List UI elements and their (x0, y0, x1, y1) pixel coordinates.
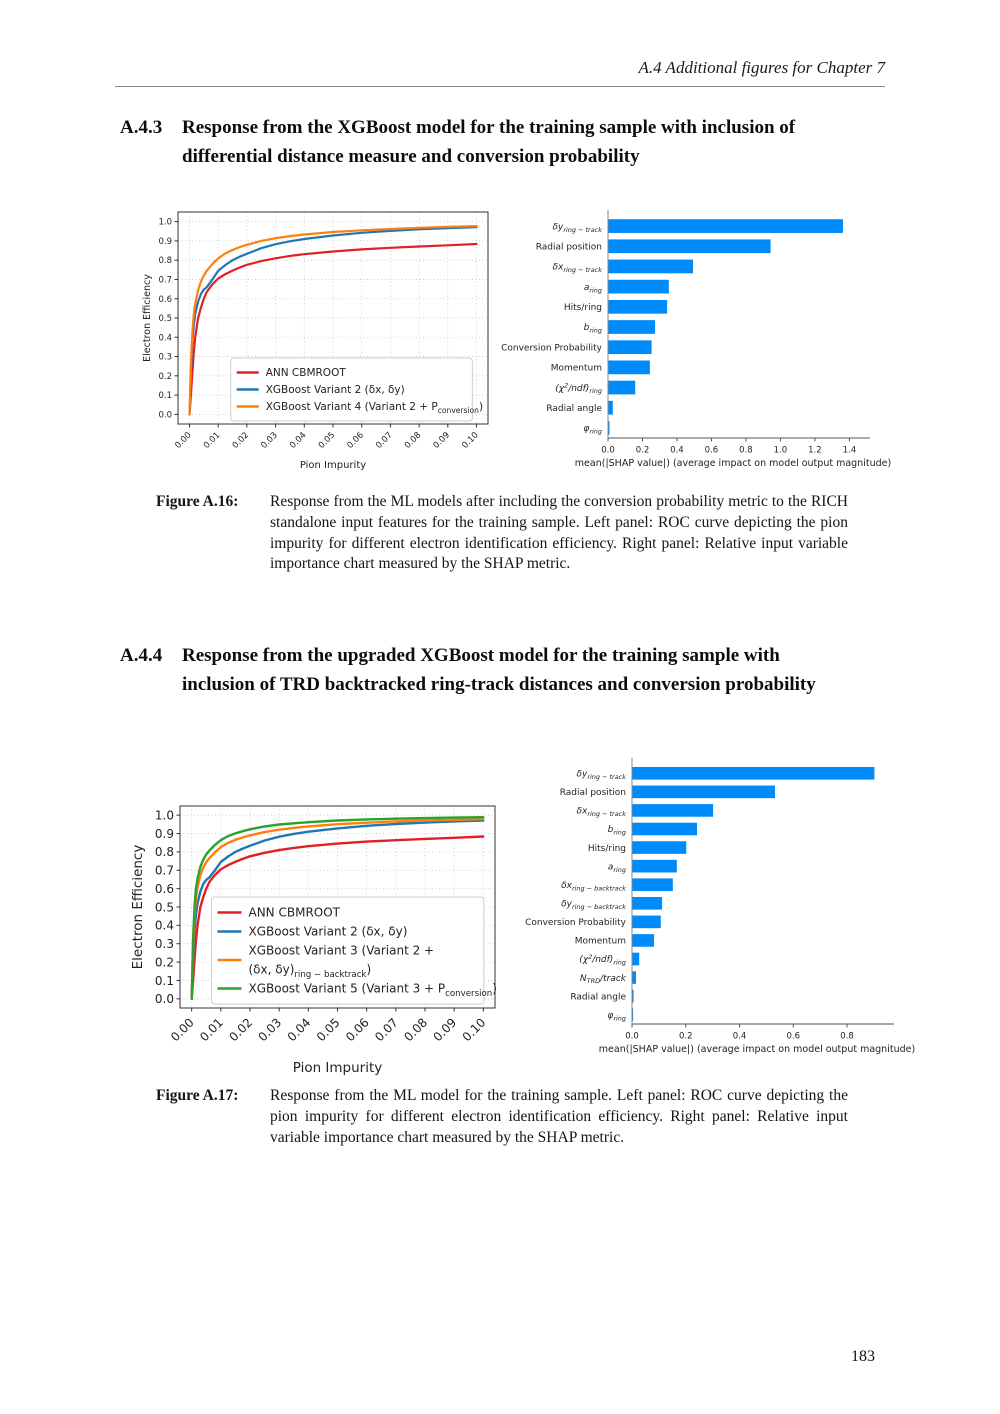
bar (609, 219, 843, 233)
caption-label: Figure A.17: (156, 1087, 239, 1104)
svg-text:Conversion Probability: Conversion Probability (501, 343, 602, 354)
bar (609, 401, 613, 415)
svg-text:0.08: 0.08 (401, 1015, 431, 1045)
bar (609, 421, 610, 435)
svg-text:0.0: 0.0 (154, 992, 174, 1007)
roc-chart-a16 (138, 196, 503, 488)
svg-text:0.1: 0.1 (154, 973, 174, 988)
svg-text:0.4: 0.4 (732, 1031, 747, 1042)
bar (633, 841, 687, 854)
section-heading-a44 (120, 642, 842, 699)
svg-text:aring: $a_{ring}$ (607, 862, 626, 874)
svg-text:δxring − track: $\delta x_{ring - track}$ (552, 262, 602, 275)
svg-text:δxring − backtrack: $\delta x_{ring - backtrack}$ (561, 880, 626, 893)
svg-text:0.9: 0.9 (158, 236, 172, 247)
svg-text:0.06: 0.06 (342, 1015, 372, 1045)
caption-text: Response from the ML model for the training sample. Left panel: ROC curve depicting the pion impurity for different electron identification efficiency. Right panel: Relative input variable importance chart measured by the SHAP metric. (270, 1087, 848, 1146)
bar (609, 340, 652, 354)
svg-text:mean(|SHAP value|) (average im: mean(|SHAP value|) (average impact on model output magnitude) (598, 1044, 916, 1055)
svg-text:bring: $b_{ring}$ (583, 323, 602, 335)
svg-text:Radial angle: Radial angle (570, 992, 626, 1003)
svg-text:Pion Impurity: Pion Impurity (299, 460, 367, 471)
svg-text:XGBoost Variant 3 (Variant 2 +: XGBoost Variant 3 (Variant 2 + (248, 943, 435, 958)
svg-text:0.00: 0.00 (167, 1015, 197, 1045)
bar (633, 804, 714, 817)
svg-text:0.07: 0.07 (374, 430, 395, 451)
svg-text:mean(|SHAP value|) (average im: mean(|SHAP value|) (average impact on model output magnitude) (574, 458, 892, 469)
svg-text:XGBoost Variant 2 (δx, δy): XGBoost Variant 2 (δx, δy) (248, 924, 408, 939)
section-title: Response from the XGBoost model for the training sample with inclusion of differential distance measure and conversion probability (182, 117, 796, 167)
svg-text:Radial angle: Radial angle (546, 403, 602, 414)
caption-label: Figure A.16: (156, 493, 239, 510)
bar (609, 260, 693, 274)
svg-text:0.5: 0.5 (158, 314, 172, 325)
bar (609, 320, 656, 334)
svg-text:Radial position: Radial position (535, 242, 602, 253)
svg-text:0.06: 0.06 (345, 430, 366, 451)
svg-text:0.3: 0.3 (154, 937, 174, 952)
svg-text:φring: $\varphi_{ring}$ (607, 1010, 626, 1023)
svg-text:Conversion Probability: Conversion Probability (525, 918, 626, 929)
bars (633, 767, 875, 1021)
svg-text:bring: $b_{ring}$ (607, 825, 626, 837)
svg-text:0.2: 0.2 (635, 445, 650, 456)
svg-text:aring: $a_{ring}$ (583, 282, 602, 295)
svg-text:δyring − backtrack: $\delta y_{ring - backtrack}$ (561, 899, 626, 911)
section-number: A.4.4 (120, 645, 163, 666)
svg-text:1.0: 1.0 (158, 217, 172, 228)
svg-text:0.03: 0.03 (259, 430, 280, 451)
svg-text:0.9: 0.9 (154, 826, 174, 841)
svg-text:0.5: 0.5 (154, 900, 174, 915)
svg-text:NTRD/track: $N_{TRD}$/track (579, 973, 626, 986)
svg-text:0.2: 0.2 (678, 1031, 693, 1042)
svg-text:0.04: 0.04 (288, 430, 309, 451)
bar (609, 239, 771, 253)
svg-text:0.1: 0.1 (158, 391, 172, 402)
roc-chart-a17 (128, 788, 513, 1090)
svg-text:0.09: 0.09 (430, 1015, 460, 1045)
svg-text:ANN CBMROOT: ANN CBMROOT (248, 905, 340, 920)
svg-text:0.8: 0.8 (158, 256, 172, 267)
bar (609, 300, 668, 314)
section-number: A.4.3 (120, 117, 163, 138)
svg-text:0.0: 0.0 (158, 410, 172, 421)
svg-text:0.03: 0.03 (255, 1015, 285, 1045)
bar (633, 786, 775, 799)
caption-text: Response from the ML models after including the conversion probability metric to the RICH standalone input features for the training sample. Left panel: ROC curve depicting the pion impurity for different electron identification efficiency. Right panel: Relative input variable importance chart measured by the SHAP metric. (270, 493, 848, 573)
bar (633, 916, 661, 929)
svg-text:0.08: 0.08 (402, 430, 424, 451)
bar (633, 878, 673, 891)
svg-text:0.2: 0.2 (154, 955, 174, 970)
svg-text:(χ2/ndf)ring: $(\chi^2/ndf)_{ring}$ (555, 381, 602, 396)
svg-text:0.7: 0.7 (154, 863, 174, 878)
svg-text:Hits/ring: Hits/ring (587, 843, 626, 854)
svg-text:Electron Efficiency: Electron Efficiency (130, 844, 146, 970)
svg-text:0.4: 0.4 (670, 445, 684, 456)
svg-text:0.8: 0.8 (840, 1031, 854, 1042)
bar (633, 823, 698, 836)
bar (633, 897, 663, 910)
bar (633, 953, 640, 966)
svg-text:1.0: 1.0 (154, 808, 174, 823)
svg-text:(δx, δy)ring − backtrack): (δx, $\delta y)_{ring - backtrack}$) (248, 962, 372, 980)
svg-text:0.0: 0.0 (601, 445, 615, 456)
svg-text:δyring − track: $\delta y_{ring - track}$ (552, 222, 602, 234)
svg-text:δxring − track: $\delta x_{ring - track}$ (576, 806, 626, 819)
svg-text:0.6: 0.6 (786, 1031, 801, 1042)
svg-text:0.6: 0.6 (154, 881, 174, 896)
svg-text:XGBoost Variant 5 (Variant 3 +: XGBoost Variant 5 (Variant $3 + P_{conversion}$) (248, 981, 497, 999)
svg-text:Electron Efficiency: Electron Efficiency (142, 274, 153, 362)
shap-chart-a17 (525, 750, 916, 1072)
svg-text:Momentum: Momentum (574, 936, 626, 947)
bar (633, 990, 634, 1003)
svg-text:0.05: 0.05 (313, 1015, 343, 1045)
page-number: 183 (851, 1348, 875, 1365)
legend (212, 897, 497, 1004)
svg-text:1.0: 1.0 (773, 445, 788, 456)
svg-text:0.07: 0.07 (372, 1015, 401, 1045)
running-header: A.4 Additional figures for Chapter 7 (638, 58, 885, 77)
svg-text:0.0: 0.0 (625, 1031, 639, 1042)
svg-text:0.02: 0.02 (226, 1015, 256, 1045)
shap-chart-a16 (501, 198, 900, 483)
svg-text:Pion Impurity: Pion Impurity (292, 1060, 383, 1076)
svg-text:0.4: 0.4 (158, 333, 172, 344)
svg-text:1.4: 1.4 (842, 445, 857, 456)
svg-text:ANN CBMROOT: ANN CBMROOT (265, 367, 346, 380)
bars (609, 219, 843, 435)
svg-text:0.6: 0.6 (704, 445, 719, 456)
legend (231, 358, 483, 421)
svg-text:0.04: 0.04 (284, 1015, 314, 1045)
section-title: Response from the upgraded XGBoost model for the training sample with inclusion of TRD backtracked ring-track distances and conversion probability (182, 645, 816, 695)
bar (633, 860, 677, 873)
svg-text:Radial position: Radial position (559, 788, 626, 799)
svg-text:0.8: 0.8 (739, 445, 753, 456)
bar (633, 767, 875, 780)
figure-caption-a16 (156, 492, 848, 575)
svg-text:0.02: 0.02 (230, 430, 252, 451)
svg-text:0.01: 0.01 (201, 430, 223, 451)
bar (609, 280, 669, 294)
figure-caption-a17 (156, 1086, 848, 1148)
bar (633, 1008, 634, 1021)
svg-text:0.10: 0.10 (459, 1015, 489, 1045)
svg-text:XGBoost Variant 2 (δx, δy): XGBoost Variant 2 (δx, δy) (265, 384, 405, 397)
svg-text:XGBoost Variant 4 (Variant 2 +: XGBoost Variant 4 (Variant $2 + P_{conversion}$) (265, 401, 484, 416)
svg-text:0.7: 0.7 (158, 275, 172, 286)
svg-text:0.3: 0.3 (158, 352, 172, 363)
svg-text:0.00: 0.00 (173, 430, 194, 451)
svg-text:0.05: 0.05 (316, 430, 338, 451)
svg-text:0.10: 0.10 (460, 430, 481, 451)
svg-text:δyring − track: $\delta y_{ring - track}$ (576, 769, 626, 781)
svg-text:1.2: 1.2 (808, 445, 822, 456)
svg-text:0.2: 0.2 (158, 371, 172, 382)
svg-text:0.8: 0.8 (154, 845, 174, 860)
bar (609, 381, 636, 395)
bar (609, 361, 650, 375)
svg-text:0.4: 0.4 (154, 918, 174, 933)
bar (633, 934, 655, 947)
svg-text:Hits/ring: Hits/ring (563, 303, 602, 314)
header-rule (115, 86, 885, 87)
svg-text:(χ2/ndf)ring: $(\chi^2/ndf)_{ring}$ (579, 952, 626, 967)
bar (633, 971, 636, 984)
svg-text:0.6: 0.6 (158, 294, 172, 305)
svg-text:0.09: 0.09 (431, 430, 453, 451)
section-heading-a43 (120, 114, 872, 171)
svg-text:0.01: 0.01 (197, 1015, 226, 1045)
svg-text:φring: $\varphi_{ring}$ (583, 424, 602, 436)
svg-text:Momentum: Momentum (550, 363, 602, 374)
